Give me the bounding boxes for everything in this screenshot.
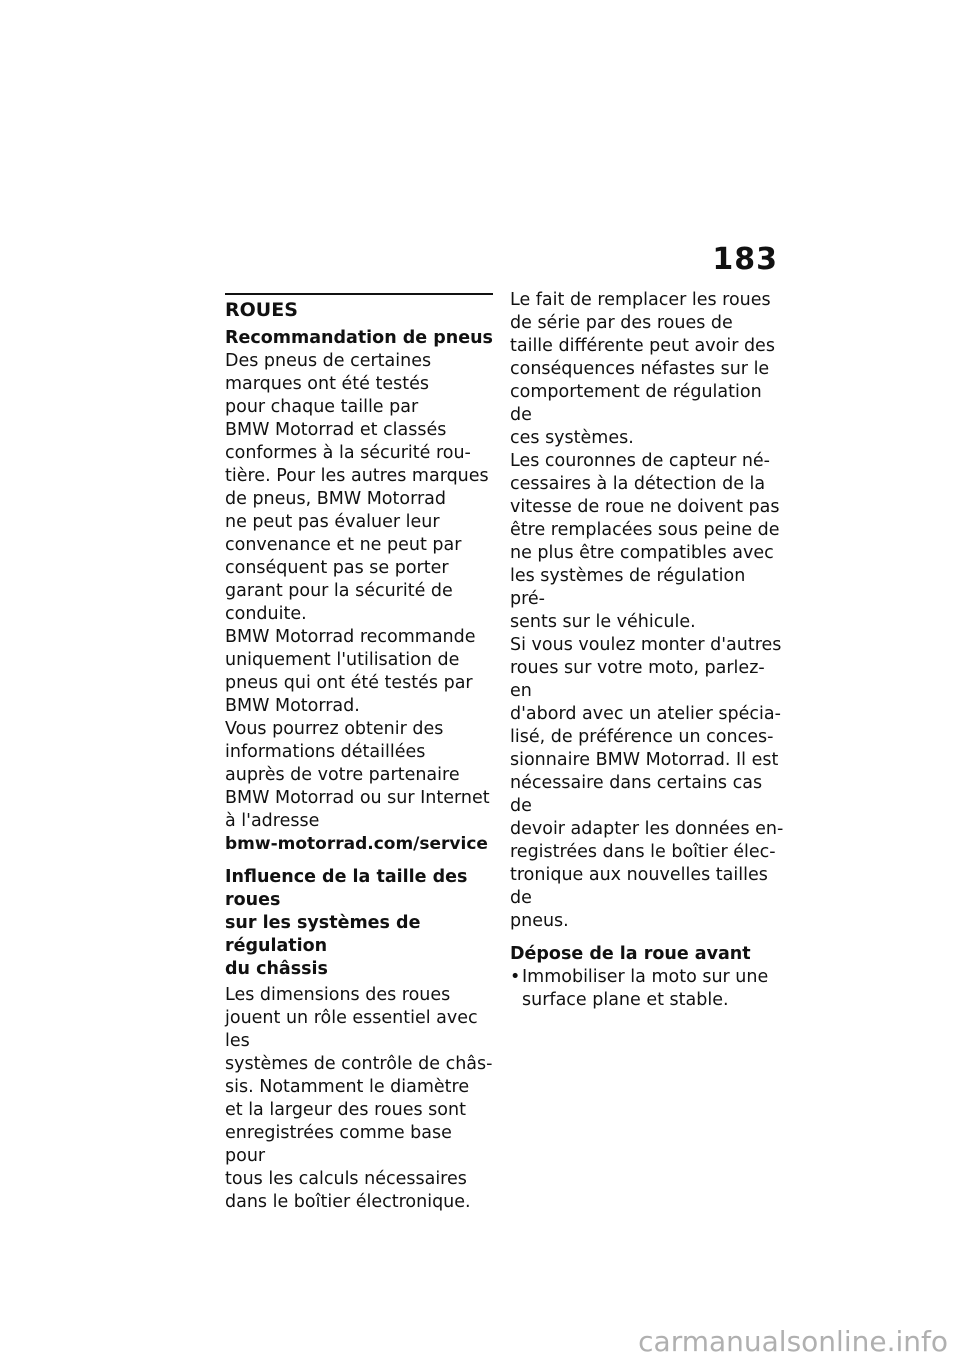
paragraph: Le fait de remplacer les roues de série par des roues de taille différente peut avoir des conséquences néfastes sur le comportement de régulation de ces systèmes. — [510, 290, 775, 448]
paragraph: Vous pourrez obtenir des informations détaillées auprès de votre partenaire BMW Motorrad ou sur Internet à l'adresse — [225, 719, 490, 831]
right-column — [510, 289, 785, 1012]
page-number: 183 — [712, 242, 778, 277]
subsection-title-front-wheel-removal: Dépose de la roue avant — [510, 944, 751, 964]
subsection-title-wheel-size-influence: Influence de la taille des roues sur les systèmes de régulation du châssis — [225, 867, 468, 979]
watermark: carmanualsonline.info — [638, 1325, 948, 1358]
bullet-icon: • — [510, 967, 521, 987]
paragraph: Si vous voulez monter d'autres roues sur votre moto, parlez-en d'abord avec un atelier spécia- lisé, de préférence un conces- sionnaire BMW Motorrad. Il est nécessaire dans certains cas de devoir adapter les données en- registrées dans le boîtier élec- tronique aux nouvelles tailles de pneus. — [510, 635, 784, 931]
paragraph: Des pneus de certaines marques ont été testés pour chaque taille par BMW Motorrad et classés conformes à la sécurité rou- tière. Pour les autres marques de pneus, BMW Motorrad ne peut pas évaluer leur convenance et ne peut par conséquent pas se porter garant pour la sécurité de conduite. — [225, 351, 489, 624]
subsection-title-tyre-recommendation: Recommandation de pneus — [225, 328, 493, 348]
list-item — [510, 966, 785, 1012]
paragraph: BMW Motorrad recommande uniquement l'utilisation de pneus qui ont été testés par BMW Motorrad. — [225, 627, 476, 716]
left-column — [225, 293, 493, 1214]
paragraph: Les dimensions des roues jouent un rôle essentiel avec les systèmes de contrôle de châs- sis. Notamment le diamètre et la largeur des roues sont enregistrées comme base pour tous les calculs nécessaires dans le boîtier électronique. — [225, 985, 493, 1212]
section-title: ROUES — [225, 299, 298, 321]
list-item-text: Immobiliser la moto sur une surface plane et stable. — [522, 967, 769, 1010]
paragraph: Les couronnes de capteur né- cessaires à la détection de la vitesse de roue ne doivent pas être remplacées sous peine de ne plus être compatibles avec les systèmes de régulation pré- sents sur le véhicule. — [510, 451, 780, 632]
service-link[interactable]: bmw-motorrad.com/service — [225, 834, 488, 854]
